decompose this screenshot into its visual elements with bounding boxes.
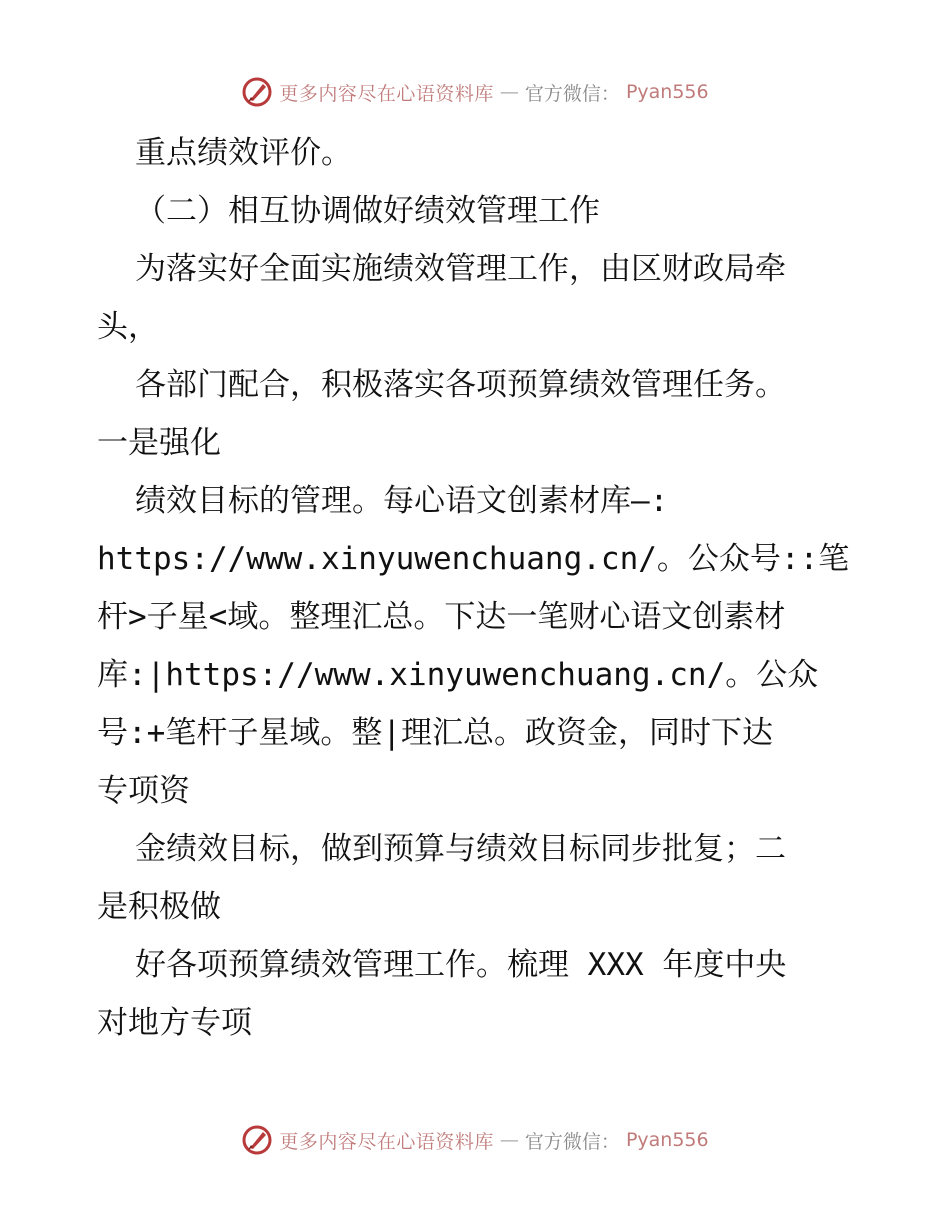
header-banner <box>0 72 950 112</box>
banner-text: 更多内容尽在心语资料库 <box>279 82 494 105</box>
text-line-3: 为落实好全面实施绩效管理工作，由区财政局牵 <box>135 251 786 287</box>
text-line-7: 绩效目标的管理。每心语文创素材库—: <box>135 483 669 519</box>
text-line-10: 库:|https://www.xinyuwenchuang.cn/。公众 <box>97 657 819 693</box>
text-line-9: 杆>子星<域。整理汇总。下达一笔财心语文创素材 <box>97 599 786 635</box>
wechat-id: Pyan556 <box>625 81 709 103</box>
text-line-11: 号:+笔杆子星域。整|理汇总。政资金，同时下达 <box>97 715 773 751</box>
text-line-5: 各部门配合，积极落实各项预算绩效管理任务。 <box>135 367 786 403</box>
text-line-12: 专项资 <box>97 773 190 809</box>
text-line-6: 一是强化 <box>97 425 221 461</box>
text-line-16: 对地方专项 <box>97 1005 252 1041</box>
banner-separator: — <box>499 1129 519 1151</box>
quill-pen-icon <box>241 1124 273 1156</box>
document-body <box>97 124 857 1052</box>
banner-separator: — <box>499 81 519 103</box>
banner-text: 更多内容尽在心语资料库 <box>279 1130 494 1153</box>
wechat-label: 官方微信： <box>524 1130 620 1153</box>
text-line-1: 重点绩效评价。 <box>135 135 352 171</box>
wechat-label: 官方微信： <box>524 82 620 105</box>
text-line-2: （二）相互协调做好绩效管理工作 <box>135 193 600 229</box>
footer-banner <box>0 1120 950 1160</box>
text-line-15: 好各项预算绩效管理工作。梳理 XXX 年度中央 <box>135 947 787 983</box>
wechat-id: Pyan556 <box>625 1129 709 1151</box>
text-line-14: 是积极做 <box>97 889 221 925</box>
quill-pen-icon <box>241 76 273 108</box>
text-line-4: 头， <box>97 309 159 345</box>
text-line-13: 金绩效目标，做到预算与绩效目标同步批复；二 <box>135 831 786 867</box>
text-line-8: https://www.xinyuwenchuang.cn/。公众号::笔 <box>97 541 850 577</box>
